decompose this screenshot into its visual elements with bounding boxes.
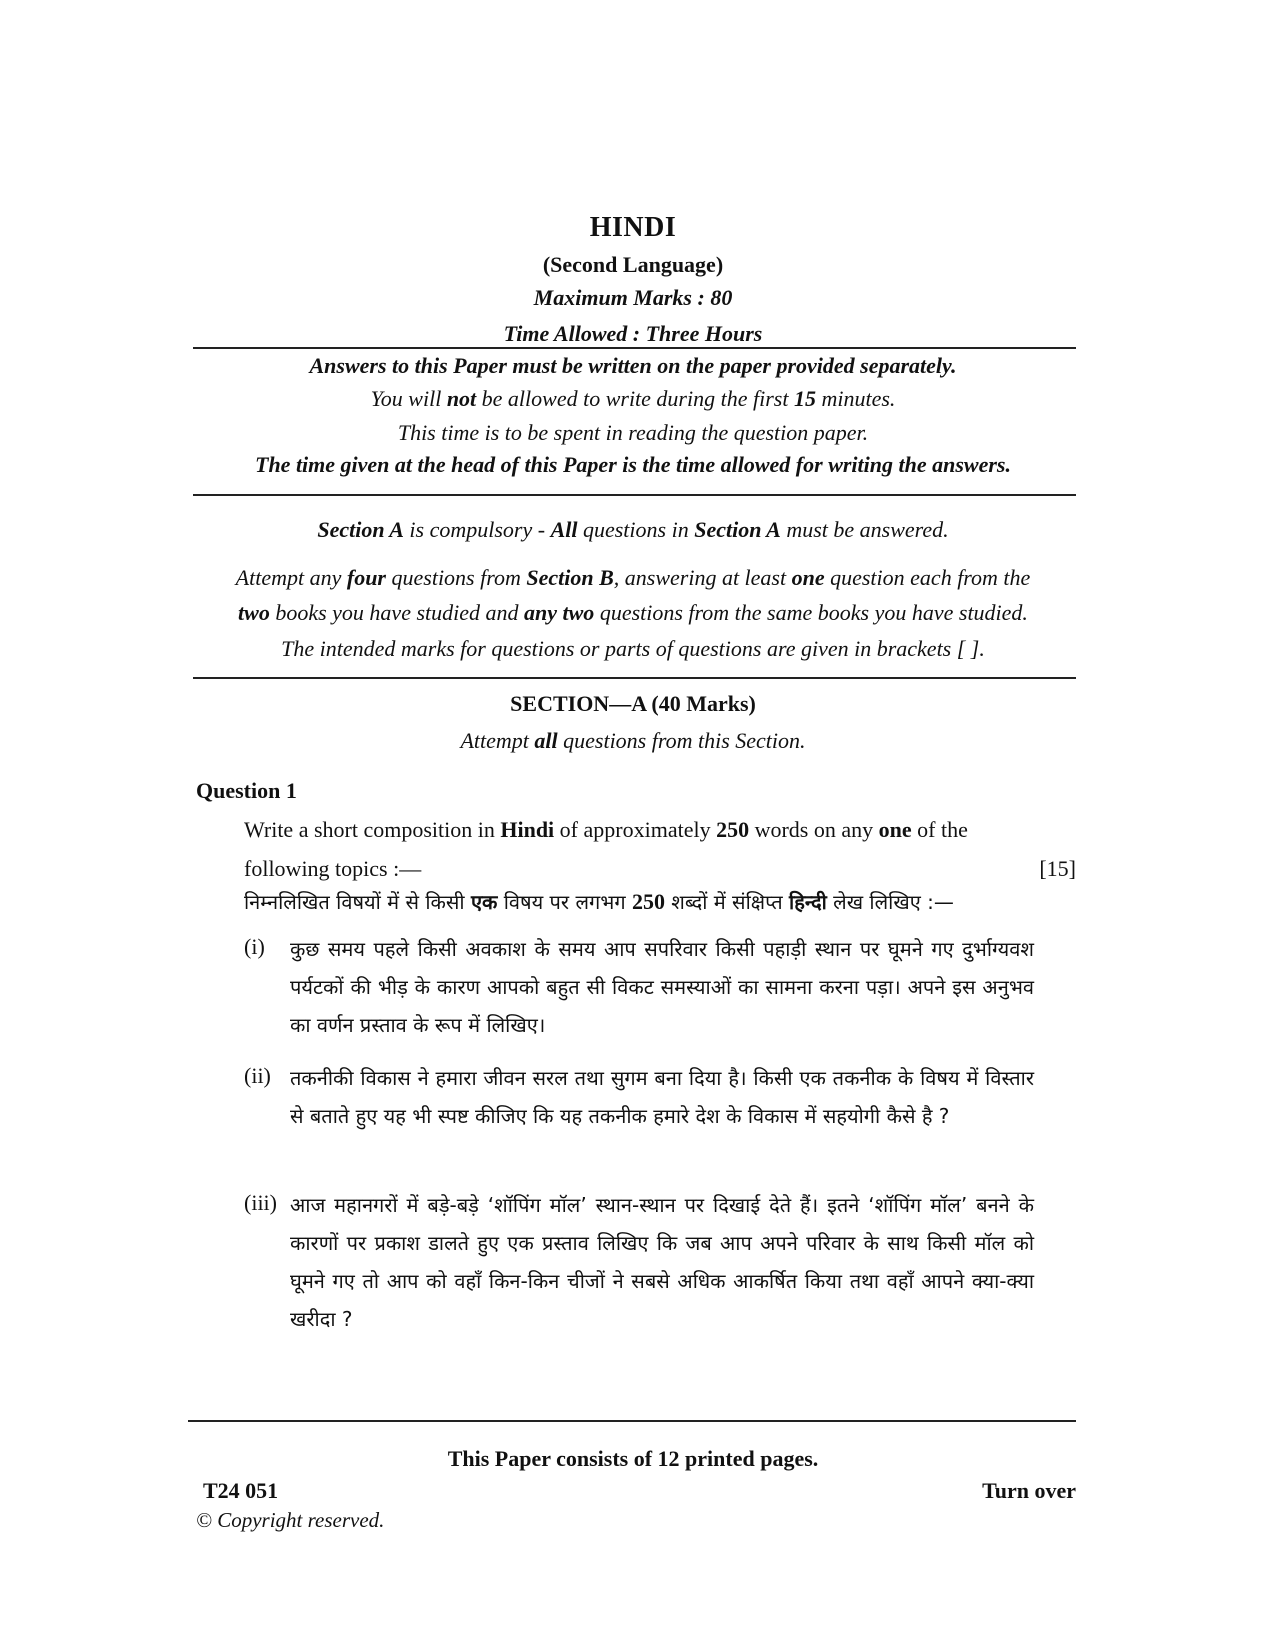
paper-title: HINDI — [589, 212, 677, 243]
question-1-text-cont: following topics :— — [244, 856, 422, 881]
option-number: (ii) — [244, 1063, 271, 1088]
time-allowed: Time Allowed : Three Hours — [503, 321, 763, 346]
option-number: (iii) — [244, 1190, 277, 1215]
section-rule-2: Attempt any four questions from Section B, answering at least one question each from the — [235, 565, 1031, 590]
option-text: तकनीकी विकास ने हमारा जीवन सरल तथा सुगम बना दिया है। किसी एक तकनीक के विषय में विस्तार से बताते हुए यह भी स्पष्ट कीजिए कि यह तकनीक हमारे देश के विकास में सहयोगी कैसे है ? — [290, 1066, 1034, 1128]
section-a-instruction: Attempt all questions from this Section. — [460, 728, 806, 753]
question-1-marks: [15] — [1039, 856, 1076, 881]
instruction-line-3: This time is to be spent in reading the question paper. — [397, 420, 869, 445]
instruction-line-2: You will not be allowed to write during the first 15 minutes. — [370, 386, 896, 411]
page-count-note: This Paper consists of 12 printed pages. — [447, 1446, 819, 1471]
paper-code: T24 051 — [203, 1478, 279, 1503]
option-number: (i) — [244, 934, 265, 959]
question-1-text: Write a short composition in Hindi of approximately 250 words on any one of the — [244, 817, 968, 842]
option-text: कुछ समय पहले किसी अवकाश के समय आप सपरिवार किसी पहाड़ी स्थान पर घूमने गए दुर्भाग्यवश पर्यटकों की भीड़ के कारण आपको बहुत सी विकट समस्याओं का सामना करना पड़ा। अपने इस अनुभव का वर्णन प्रस्ताव के रूप में लिखिए। — [290, 937, 1034, 1037]
instruction-line-4: The time given at the head of this Paper is the time allowed for writing the answers. — [255, 452, 1011, 477]
section-rule-1: Section A is compulsory - All questions in Section A must be answered. — [317, 517, 949, 542]
paper-subtitle: (Second Language) — [542, 252, 724, 277]
section-a-heading: SECTION—A (40 Marks) — [510, 691, 756, 716]
copyright-note: © Copyright reserved. — [196, 1508, 385, 1532]
turn-over-note: Turn over — [982, 1478, 1076, 1503]
section-rule-4: The intended marks for questions or parts of questions are given in brackets [ ]. — [281, 636, 985, 661]
question-1-label: Question 1 — [196, 778, 297, 803]
divider — [193, 494, 1076, 496]
divider — [193, 677, 1076, 679]
section-rule-3: two books you have studied and any two questions from the same books you have studied. — [238, 600, 1028, 625]
divider — [193, 347, 1076, 349]
question-1-hindi-instruction: निम्नलिखित विषयों में से किसी एक विषय पर लगभग 250 शब्दों में संक्षिप्त हिन्दी लेख लिखिए :— — [244, 889, 954, 914]
option-text: आज महानगरों में बड़े-बड़े ‘शॉपिंग मॉल’ स्थान-स्थान पर दिखाई देते हैं। इतने ‘शॉपिंग मॉल’ बनने के कारणों पर प्रकाश डालते हुए एक प्रस्ताव लिखिए कि जब आप अपने परिवार के साथ किसी मॉल को घूमने गए तो आप को वहाँ किन-किन चीजों ने सबसे अधिक आकर्षित किया तथा वहाँ आपने क्या-क्या खरीदा ? — [290, 1193, 1034, 1331]
footer-divider — [188, 1420, 1076, 1422]
instruction-line-1: Answers to this Paper must be written on the paper provided separately. — [309, 353, 957, 378]
maximum-marks: Maximum Marks : 80 — [533, 285, 733, 310]
